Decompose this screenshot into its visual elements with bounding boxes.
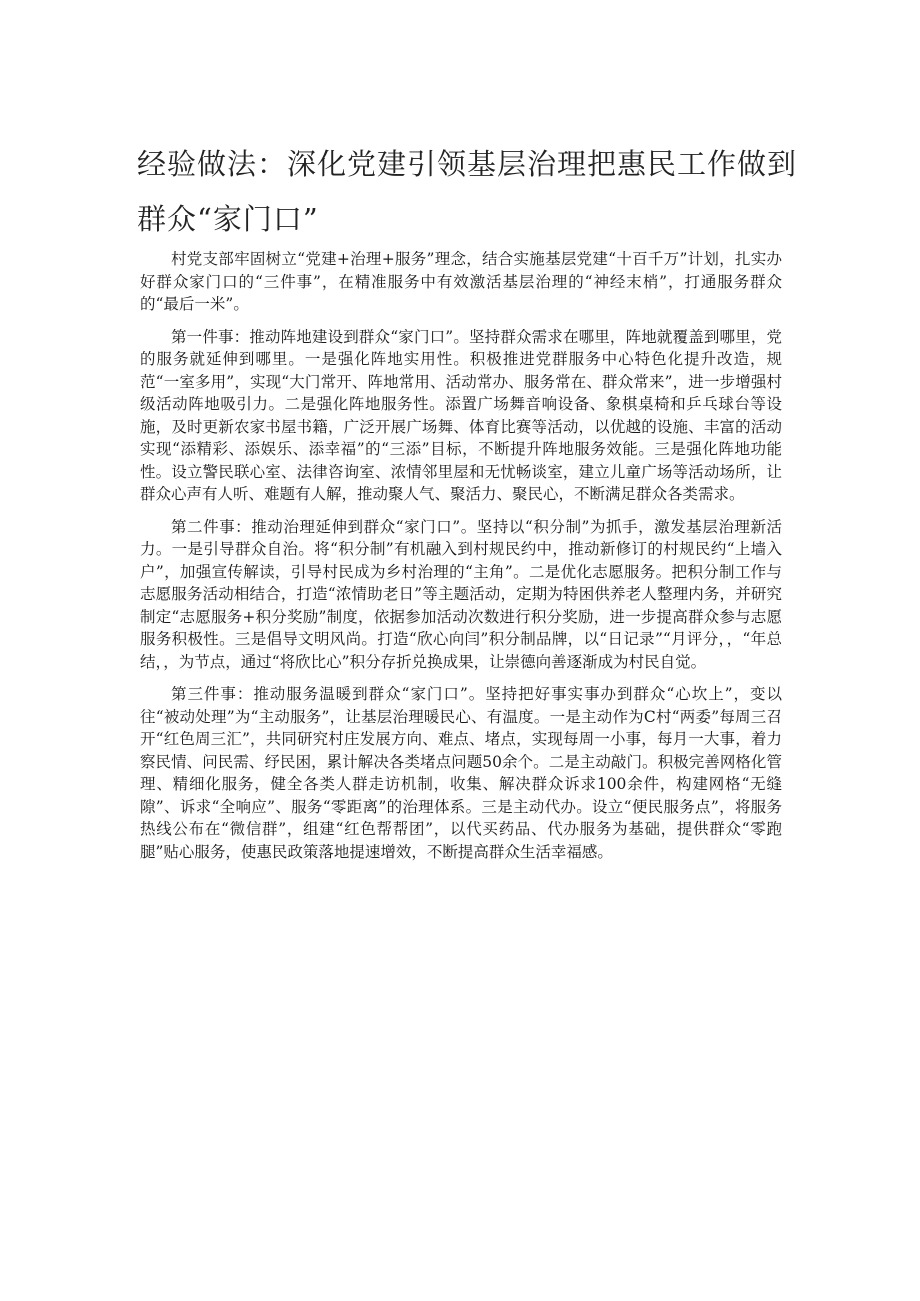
paragraph-third-item: 第三件事：推动服务温暖到群众“家门口”。坚持把好事实事办到群众“心坎上”，变以往“被动处理”为“主动服务”，让基层治理暖民心、有温度。一是主动作为C村“两委”每周三召开“红色周三汇”，共同研究村庄发展方向、难点、堵点，实现每周一小事，每月一大事，着力察民情、问民需、纾民困，累计解决各类堵点问题50余个。二是主动敲门。积极完善网格化管理、精细化服务，健全各类人群走访机制，收集、解决群众诉求100余件，构建网格“无缝隙”、诉求“全响应”、服务“零距离”的治理体系。三是主动代办。设立“便民服务点”，将服务热线公布在“微信群”，组建“红色帮帮团”，以代买药品、代办服务为基础，提供群众“零跑腿”贴心服务，使惠民政策落地提速增效，不断提高群众生活幸福感。 — [140, 685, 782, 861]
document-title: 经验做法：深化党建引领基层治理把惠民工作做到群众“家门口” — [137, 147, 798, 236]
paragraph-intro: 村党支部牢固树立“党建+治理+服务”理念，结合实施基层党建“十百千万”计划，扎实办好群众家门口的“三件事”，在精准服务中有效激活基层治理的“神经末梢”，打通服务群众的“最后一米”。 — [140, 250, 782, 313]
paragraph-first-item: 第一件事：推动阵地建设到群众“家门口”。坚持群众需求在哪里，阵地就覆盖到哪里，党的服务就延伸到哪里。一是强化阵地实用性。积极推进党群服务中心特色化提升改造，规范“一室多用”，实现“大门常开、阵地常用、活动常办、服务常在、群众常来”，进一步增强村级活动阵地吸引力。二是强化阵地服务性。添置广场舞音响设备、象棋桌椅和乒乓球台等设施，及时更新农家书屋书籍，广泛开展广场舞、体育比赛等活动，以优越的设施、丰富的活动实现“添精彩、添娱乐、添幸福”的“三添”目标，不断提升阵地服务效能。三是强化阵地功能性。设立警民联心室、法律咨询室、浓情邻里屋和无忧畅谈室，建立儿童广场等活动场所，让群众心声有人听、难题有人解，推动聚人气、聚活力、聚民心，不断满足群众各类需求。 — [140, 327, 782, 503]
document-body — [140, 248, 782, 873]
paragraph-second-item: 第二件事：推动治理延伸到群众“家门口”。坚持以“积分制”为抓手，激发基层治理新活力。一是引导群众自治。将“积分制”有机融入到村规民约中，推动新修订的村规民约“上墙入户”，加强宣传解读，引导村民成为乡村治理的“主角”。二是优化志愿服务。把积分制工作与志愿服务活动相结合，打造“浓情助老日”等主题活动，定期为特困供养老人整理内务，并研究制定“志愿服务+积分奖励”制度，依据参加活动次数进行积分奖励，进一步提高群众参与志愿服务积极性。三是倡导文明风尚。打造“欣心向闫”积分制品牌，以“日记录”“月评分，，“年总结，，为节点，通过“将欣比心”积分存折兑换成果，让崇德向善逐渐成为村民自觉。 — [140, 517, 782, 671]
